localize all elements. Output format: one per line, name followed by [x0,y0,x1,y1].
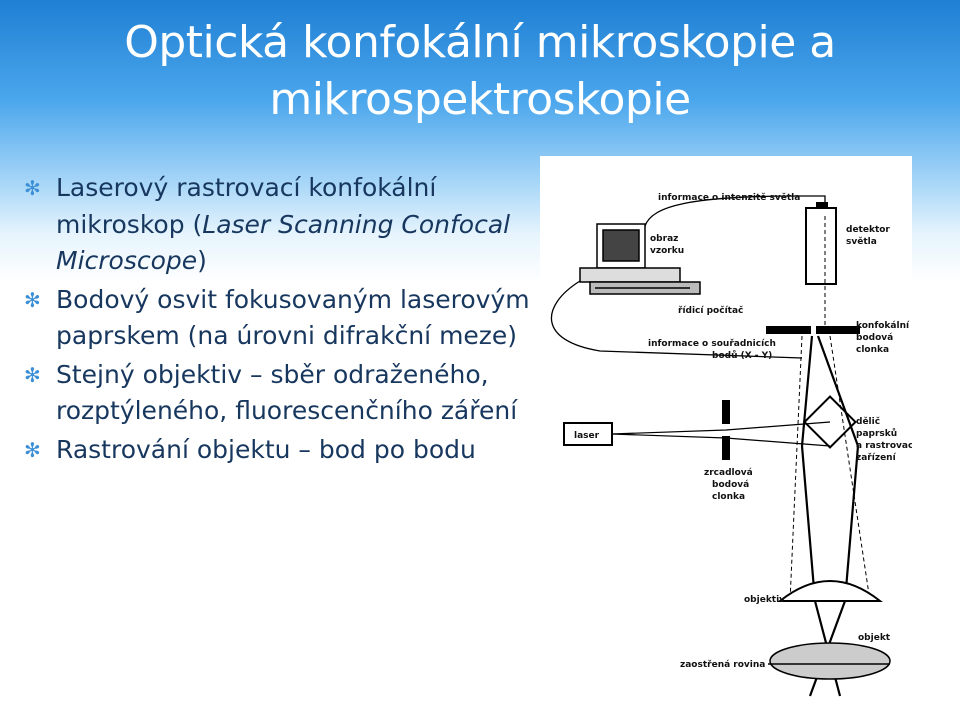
bullet-list [14,170,534,470]
mirror-pinhole-top [722,400,730,424]
bullet-item [14,432,534,469]
slide-title: Optická konfokální mikroskopie a mikrospektroskopie [124,17,836,125]
asterisk-bullet-icon: ✻ [24,362,41,387]
objective-lens [780,581,880,601]
label-image-1: obraz [650,234,679,244]
confocal-aperture [766,326,811,334]
label-divider-3: a rastrovací [856,441,912,451]
label-coord-1: informace o souřadnicích [648,339,776,349]
label-divider-1: dělič [856,417,881,427]
diagram-svg [540,156,912,709]
label-divider-4: zařízení [856,453,896,463]
label-object: objekt [858,633,891,643]
bullet-item [14,170,534,280]
detector-icon [806,202,836,284]
label-info-intensity: informace o intenzitě světla [658,193,801,203]
label-focal-plane: zaostřená rovina [680,660,766,670]
label-control-computer: řídicí počítač [678,306,744,316]
confocal-microscope-diagram [540,156,912,709]
label-objective: objektiv [744,595,786,605]
bullet-text: Stejný objektiv – sběr odraženého, rozptýleného, fluorescenčního záření [56,359,518,425]
bullet-text: Rastrování objektu – bod po bodu [56,434,476,464]
label-image-2: vzorku [650,246,685,256]
label-detector-2: světla [846,237,877,247]
confocal-aperture-right [816,326,860,334]
label-mirror-2: bodová [712,480,750,490]
mirror-pinhole-bottom [722,436,730,460]
label-detector-1: detektor [846,225,890,235]
bullet-text: Laserový rastrovací konfokální mikroskop ( [56,173,437,239]
label-mirror-1: zrcadlová [704,468,753,478]
label-confocal-2: bodová [856,333,894,343]
computer-icon [580,224,700,294]
asterisk-bullet-icon: ✻ [24,287,41,312]
bullet-text: Bodový osvit fokusovaným laserovým paprskem (na úrovni difrakční meze) [56,284,530,350]
label-confocal-1: konfokální [856,321,910,331]
label-confocal-3: clonka [856,345,890,355]
bullet-text-italic: Laser Scanning Confocal Microscope [56,209,511,275]
asterisk-bullet-icon: ✻ [24,437,41,462]
label-laser: laser [574,431,600,441]
laser-beam [612,422,830,434]
bullet-text-tail: ) [197,246,207,275]
bullet-item [14,282,534,355]
bullet-item [14,357,534,430]
label-mirror-3: clonka [712,492,746,502]
label-divider-2: paprsků [856,429,898,439]
object-specimen [770,643,890,679]
label-coord-2: bodů (X - Y) [712,351,773,361]
optical-beams [802,336,858,696]
asterisk-bullet-icon: ✻ [24,176,41,200]
